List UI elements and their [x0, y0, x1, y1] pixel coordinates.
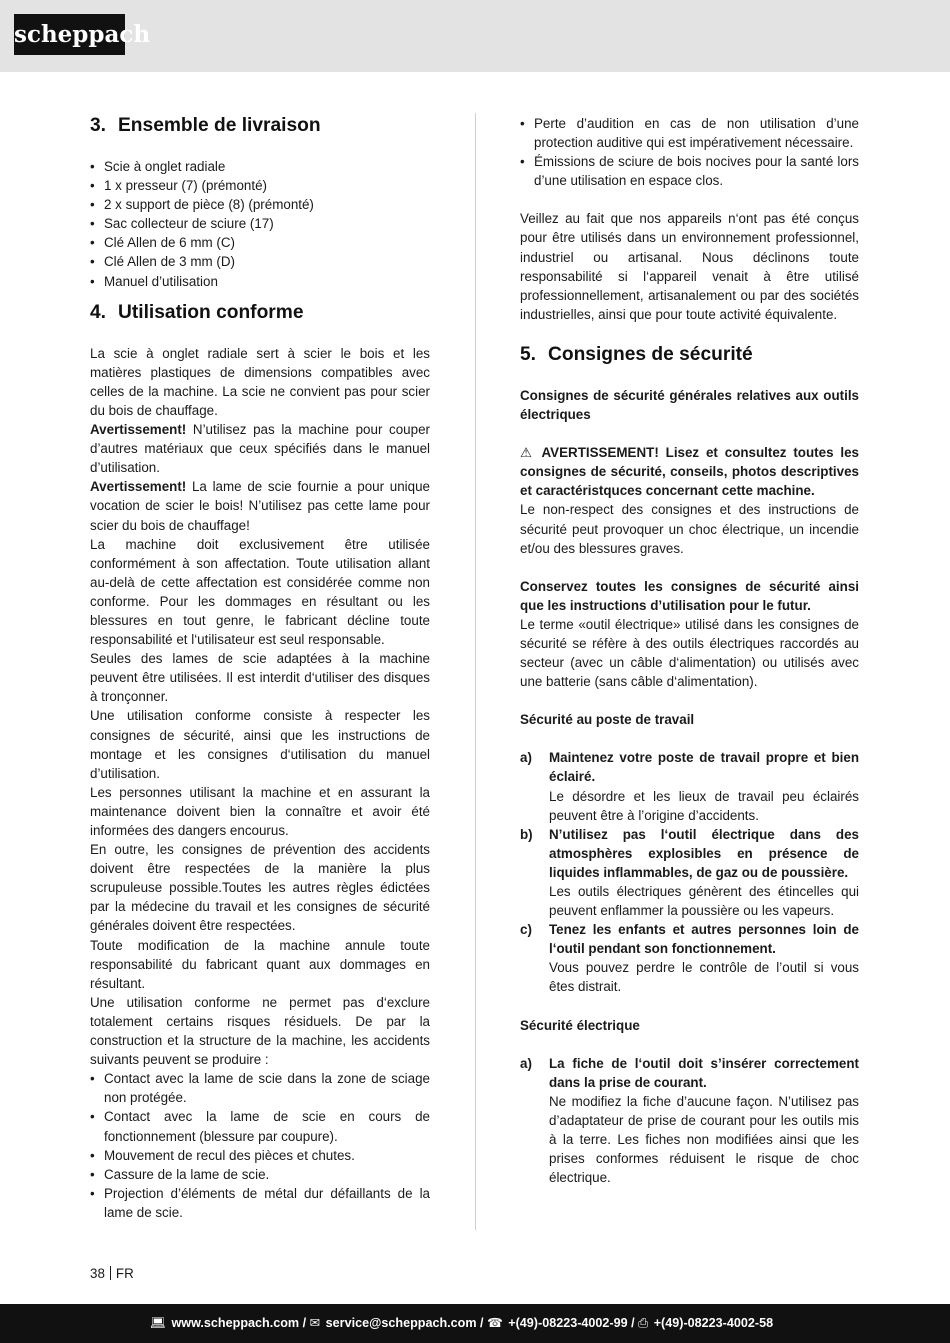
- warning-text: La lame de scie fournie a pour unique vocation de scier le bois! N’utilisez pas cette lame pour scier du bois de chauffage!: [90, 479, 430, 533]
- item-title: La fiche de l‘outil doit s’insérer correctement dans la prise de courant.: [549, 1055, 859, 1090]
- section-title: Consignes de sécurité: [548, 343, 753, 365]
- separator: [110, 1266, 111, 1280]
- list-item: • Scie à onglet radiale: [90, 157, 430, 176]
- paragraph: La machine doit exclusivement être utilisée conformément à son affectation. Toute utilisation allant au-delà de cette affectation est considérée comme non conforme. Pour les dommages en résultant ou les blessures en tout genre, le fabricant décline toute responsabilité et l‘utilisateur est seul responsable.: [90, 536, 430, 648]
- list-item: • Mouvement de recul des pièces et chutes.: [90, 1146, 430, 1165]
- warning-label: Avertissement!: [90, 479, 187, 495]
- language-code: FR: [115, 1266, 134, 1281]
- phone-number: +(49)-08223-4002-99 /: [508, 1316, 635, 1330]
- warning-text: N’utilisez pas la machine pour couper d’autres matériaux que ceux spécifiés dans le manuel d’utilisation.: [90, 422, 430, 476]
- list-item: • Contact avec la lame de scie en cours de fonctionnement (blessure par coupure).: [90, 1107, 430, 1145]
- section-number: 4.: [90, 301, 107, 323]
- subheading: Sécurité au poste de travail: [520, 712, 695, 728]
- paragraph: Toute modification de la machine annule toute responsabilité du fabricant quant aux dommages en résultant.: [90, 937, 430, 991]
- safety-item: [520, 825, 859, 920]
- paragraph: Les personnes utilisant la machine et en assurant la maintenance doivent bien la connaître et avoir été informées des dangers encourus.: [90, 784, 430, 838]
- list-item: • 2 x support de pièce (8) (prémonté): [90, 195, 430, 214]
- risk-list: [90, 1069, 430, 1222]
- scheppach-logo: scheppach: [14, 14, 125, 55]
- warning-statement: ⚠ AVERTISSEMENT! Lisez et consultez toutes les consignes de sécurité, conseils, photos descriptives et caractéristquces concernant cette machine.: [520, 445, 859, 499]
- safety-item: [520, 920, 859, 996]
- fax-number: +(49)-08223-4002-58: [653, 1316, 774, 1330]
- list-item: • Sac collecteur de sciure (17): [90, 214, 430, 233]
- warning-paragraph: [90, 420, 430, 477]
- warning-label: Avertissement!: [90, 422, 187, 438]
- list-item: • Perte d’audition en cas de non utilisation d’une protection auditive qui est impérativement nécessaire.: [520, 114, 859, 152]
- paragraph: Le non-respect des consignes et des instructions de sécurité peut provoquer un choc électrique, un incendie et/ou des blessures graves.: [520, 502, 859, 556]
- item-title: Maintenez votre poste de travail propre et bien éclairé.: [549, 750, 859, 785]
- item-title: N’utilisez pas l‘outil électrique dans des atmosphères explosibles en présence de liquides inflammables, de gaz ou de poussière.: [549, 826, 859, 880]
- section-4-heading: [90, 301, 430, 325]
- page-footer: [90, 1265, 134, 1283]
- paragraph: La scie à onglet radiale sert à scier le bois et les matières plastiques de dimensions compatibles avec celles de la machine. La scie ne convient pas pour scier du bois de chauffage.: [90, 345, 430, 418]
- paragraph: Veillez au fait que nos appareils n‘ont pas été conçus pour être utilisés dans un environnement professionnel, industriel ou artisanal. Nous déclinons toute responsabilité si l‘appareil venait à être utilisé professionnellement, artisanalement ou par des sociétés industrielles, ainsi que pour toute activité équivalente.: [520, 211, 859, 322]
- item-label: a): [520, 1055, 532, 1071]
- list-item: • Cassure de la lame de scie.: [90, 1165, 430, 1184]
- phone-icon: ☎: [487, 1316, 503, 1330]
- paragraph: Le terme «outil électrique» utilisé dans les consignes de sécurité se réfère à des outils électriques raccordés au secteur (avec un câble d‘alimentation) ou utilisés avec une batterie (sans câble d‘alimentation).: [520, 616, 859, 690]
- item-title: Tenez les enfants et autres personnes loin de l‘outil pendant son fonctionnement.: [549, 922, 859, 957]
- paragraph: Une utilisation conforme consiste à respecter les consignes de sécurité, ainsi que les instructions de montage et les consignes d‘utilisation du manuel d’utilisation.: [90, 708, 430, 781]
- list-item: • Émissions de sciure de bois nocives pour la santé lors d’une utilisation en espace clos.: [520, 152, 859, 190]
- section-5-heading: [520, 343, 859, 367]
- paragraph: Seules des lames de scie adaptées à la machine peuvent être utilisées. Il est interdit d‘utiliser des disques à tronçonner.: [90, 651, 430, 705]
- list-item: • Projection d’éléments de métal dur défaillants de la lame de scie.: [90, 1184, 430, 1222]
- safety-item: [520, 1054, 859, 1188]
- website-link[interactable]: www.scheppach.com /: [171, 1316, 307, 1330]
- subheading: Consignes de sécurité générales relatives aux outils électriques: [520, 387, 859, 423]
- column-divider: [475, 113, 476, 1230]
- section-number: 3.: [90, 115, 107, 136]
- item-label: c): [520, 922, 532, 938]
- contact-bar: [0, 1304, 950, 1343]
- item-text: Le désordre et les lieux de travail peu éclairés peuvent être à l’origine d’accidents.: [549, 788, 859, 823]
- risk-list-continued: [520, 114, 859, 190]
- delivery-list: [90, 157, 430, 291]
- list-item: • 1 x presseur (7) (prémonté): [90, 176, 430, 195]
- subheading: Sécurité électrique: [520, 1017, 640, 1033]
- paragraph: En outre, les consignes de prévention des accidents doivent être respectées de la manière la plus scrupuleuse possible.Toutes les autres règles édictées par la médecine du travail et les consignes de sécurité générales doivent être respectées.: [90, 842, 430, 934]
- fax-icon: ⎙: [638, 1316, 649, 1330]
- page-number: 38: [90, 1266, 105, 1281]
- section-title: Utilisation conforme: [118, 301, 304, 323]
- paragraph: Une utilisation conforme ne permet pas d‘exclure totalement certains risques résiduels. De par la construction et la structure de la machine, les accidents suivants peuvent se produire :: [90, 994, 430, 1068]
- left-column: [90, 114, 430, 1222]
- section-3-heading: [90, 114, 430, 138]
- list-item: • Manuel d’utilisation: [90, 272, 430, 291]
- warning-paragraph: [90, 477, 430, 534]
- item-label: b): [520, 826, 533, 842]
- list-item: • Clé Allen de 6 mm (C): [90, 233, 430, 252]
- email-link[interactable]: service@scheppach.com /: [325, 1316, 484, 1330]
- computer-icon: 💻︎: [150, 1316, 166, 1330]
- list-item: • Contact avec la lame de scie dans la zone de sciage non protégée.: [90, 1069, 430, 1107]
- item-text: Les outils électriques génèrent des étincelles qui peuvent enflammer la poussière ou les vapeurs.: [549, 884, 859, 919]
- list-item: • Clé Allen de 3 mm (D): [90, 252, 430, 271]
- mail-icon: ✉: [309, 1316, 321, 1330]
- item-text: Ne modifiez la fiche d’aucune façon. N’utilisez pas d’adaptateur de prise de courant pour les outils mis à la terre. Les fiches non modifiées ainsi que les prises conformes réduisent le risque de choc électrique.: [549, 1093, 859, 1186]
- safety-item: [520, 748, 859, 824]
- section-title: Ensemble de livraison: [118, 115, 321, 136]
- right-column: [520, 114, 859, 1187]
- item-label: a): [520, 750, 532, 766]
- section-number: 5.: [520, 343, 537, 365]
- keep-instructions-statement: Conservez toutes les consignes de sécurité ainsi que les instructions d’utilisation pour le futur.: [520, 578, 859, 613]
- item-text: Vous pouvez perdre le contrôle de l’outil si vous êtes distrait.: [549, 960, 859, 995]
